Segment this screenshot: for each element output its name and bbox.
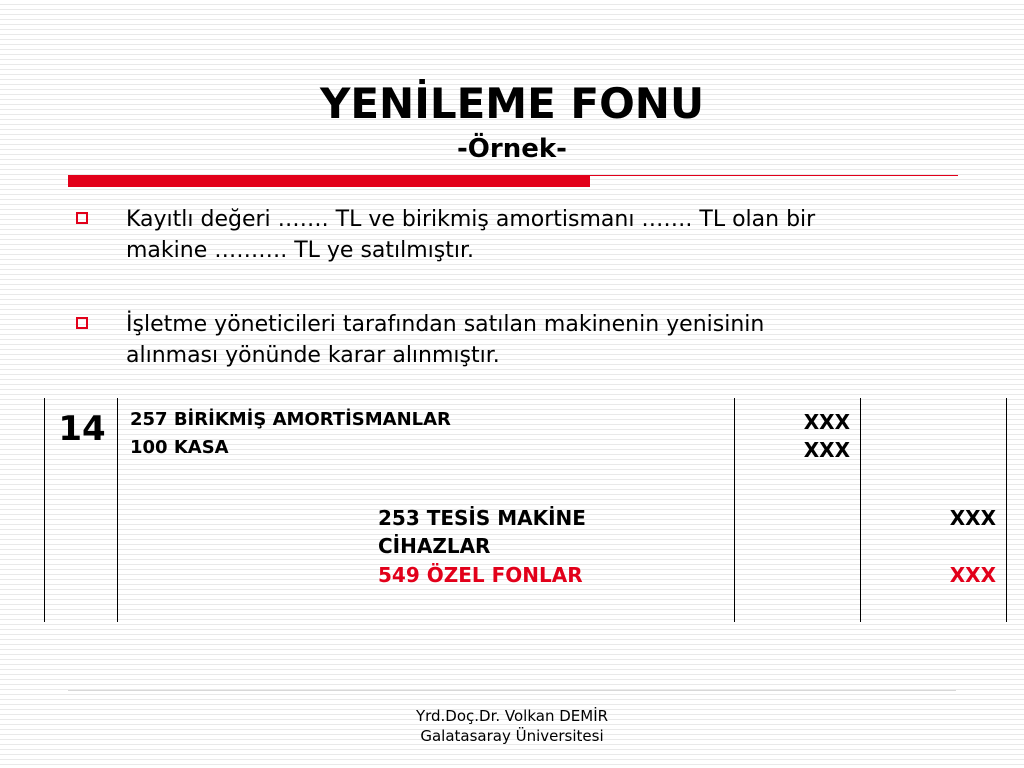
credit-account-machinery: 253 TESİS MAKİNE bbox=[378, 506, 586, 530]
footer-author: Yrd.Doç.Dr. Volkan DEMİR bbox=[415, 707, 609, 725]
debit-account-cash: 100 KASA bbox=[130, 437, 229, 458]
bullet-text bbox=[126, 309, 936, 371]
journal-divider-account bbox=[734, 398, 735, 622]
hollow-square-bullet-icon bbox=[76, 317, 88, 329]
credit-account-machinery-line2: CİHAZLAR bbox=[378, 534, 491, 558]
debit-amount: XXX bbox=[803, 410, 850, 434]
footer-institution: Galatasaray Üniversitesi bbox=[420, 727, 604, 745]
title-underline-thin bbox=[590, 175, 958, 176]
footer-divider bbox=[68, 690, 956, 691]
journal-divider-right bbox=[1006, 398, 1007, 622]
bullet-text bbox=[126, 204, 936, 266]
page-subtitle: -Örnek- bbox=[457, 134, 567, 164]
entry-number: 14 bbox=[58, 409, 106, 449]
credit-amount-special-funds: XXX bbox=[949, 563, 996, 587]
bullet-line: Kayıtlı değeri ……. TL ve birikmiş amortismanı ……. TL olan bir bbox=[126, 207, 816, 232]
bullet-line: alınması yönünde karar alınmıştır. bbox=[126, 343, 500, 368]
debit-account-accumulated-depreciation: 257 BİRİKMİŞ AMORTİSMANLAR bbox=[130, 409, 451, 430]
credit-account-special-funds: 549 ÖZEL FONLAR bbox=[378, 563, 583, 587]
page-title: YENİLEME FONU bbox=[319, 79, 705, 128]
journal-divider-number bbox=[117, 398, 118, 622]
journal-divider-debit bbox=[860, 398, 861, 622]
debit-amount: XXX bbox=[803, 438, 850, 462]
hollow-square-bullet-icon bbox=[76, 212, 88, 224]
journal-divider-left bbox=[44, 398, 45, 622]
bullet-line: İşletme yöneticileri tarafından satılan makinenin yenisinin bbox=[126, 312, 765, 337]
credit-amount: XXX bbox=[949, 506, 996, 530]
bullet-line: makine ………. TL ye satılmıştır. bbox=[126, 238, 475, 263]
title-underline-thick bbox=[68, 175, 590, 187]
